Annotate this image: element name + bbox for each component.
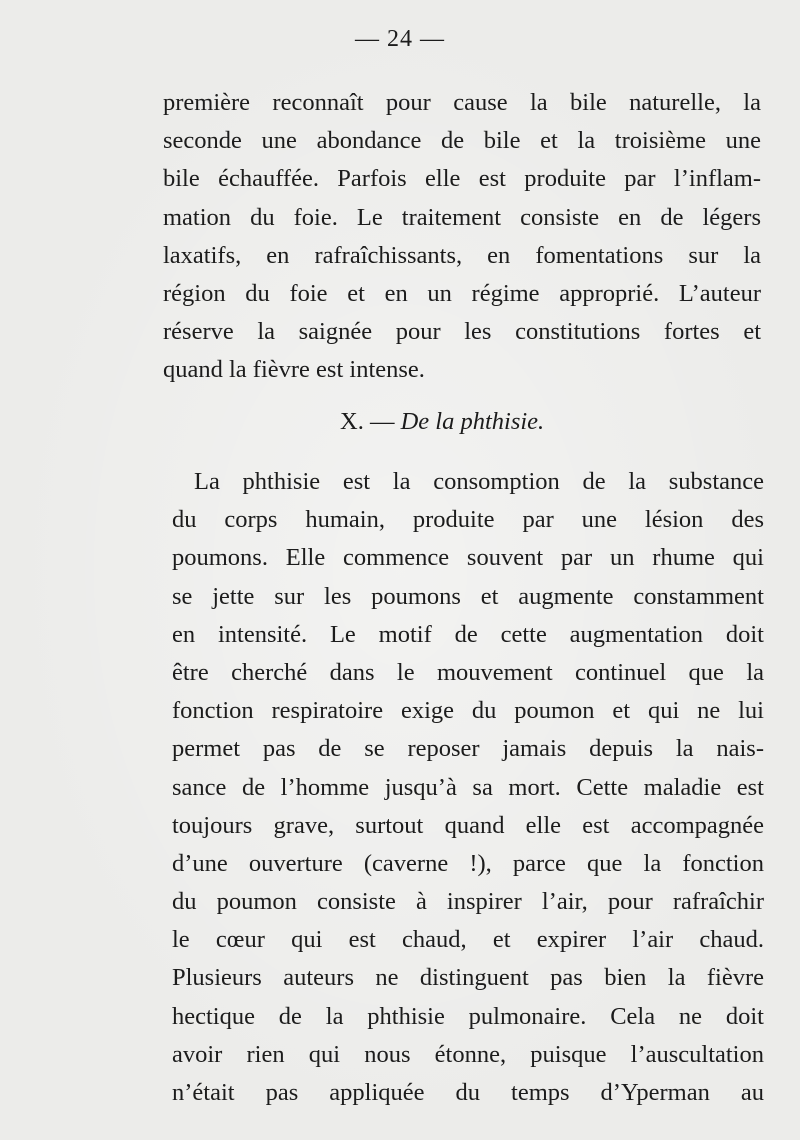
text-line: du poumon consiste à inspirer l’air, pour rafraîchir: [172, 888, 764, 916]
text-line: être cherché dans le mouvement continuel que la: [172, 658, 764, 686]
text-line: permet pas de se reposer jamais depuis la nais-: [172, 735, 764, 763]
text-line: réserve la saignée pour les constitutions fortes et: [163, 318, 761, 346]
page-number-text: — 24 —: [355, 26, 445, 52]
text-line: La phthisie est la consomption de la substance: [194, 468, 764, 495]
paragraph-phthisie: [172, 463, 764, 1112]
text-line: quand la fièvre est intense.: [163, 356, 425, 384]
section-title: De la phthisie.: [400, 408, 545, 435]
text-line: toujours grave, surtout quand elle est accompagnée: [172, 811, 764, 839]
text-line: n’était pas appliquée du temps d’Yperman au: [172, 1079, 764, 1106]
section-number: X. —: [340, 408, 401, 435]
text-line: première reconnaît pour cause la bile naturelle, la: [163, 89, 761, 116]
text-line: mation du foie. Le traitement consiste en de légers: [163, 203, 761, 231]
text-line: seconde une abondance de bile et la troisième une: [163, 127, 761, 155]
text-line: bile échauffée. Parfois elle est produite par l’inflam-: [163, 165, 761, 193]
text-line: fonction respiratoire exige du poumon et qui ne lui: [172, 697, 764, 725]
text-line: sance de l’homme jusqu’à sa mort. Cette maladie est: [172, 773, 764, 801]
text-line: se jette sur les poumons et augmente constamment: [172, 582, 764, 610]
text-line: avoir rien qui nous étonne, puisque l’auscultation: [172, 1040, 764, 1068]
text-line: en intensité. Le motif de cette augmentation doit: [172, 620, 764, 648]
text-line: région du foie et en un régime approprié. L’auteur: [163, 279, 761, 307]
page-number: [0, 26, 800, 53]
text-line: poumons. Elle commence souvent par un rhume qui: [172, 544, 764, 572]
text-line: laxatifs, en rafraîchissants, en fomentations sur la: [163, 241, 761, 269]
text-line: Plusieurs auteurs ne distinguent pas bien la fièvre: [172, 964, 764, 992]
text-line: hectique de la phthisie pulmonaire. Cela ne doit: [172, 1002, 764, 1030]
text-line: le cœur qui est chaud, et expirer l’air chaud.: [172, 926, 764, 954]
section-heading: [340, 408, 544, 436]
text-line: du corps humain, produite par une lésion des: [172, 506, 764, 534]
paragraph-continued: [163, 84, 761, 390]
text-line: d’une ouverture (caverne !), parce que la fonction: [172, 849, 764, 877]
